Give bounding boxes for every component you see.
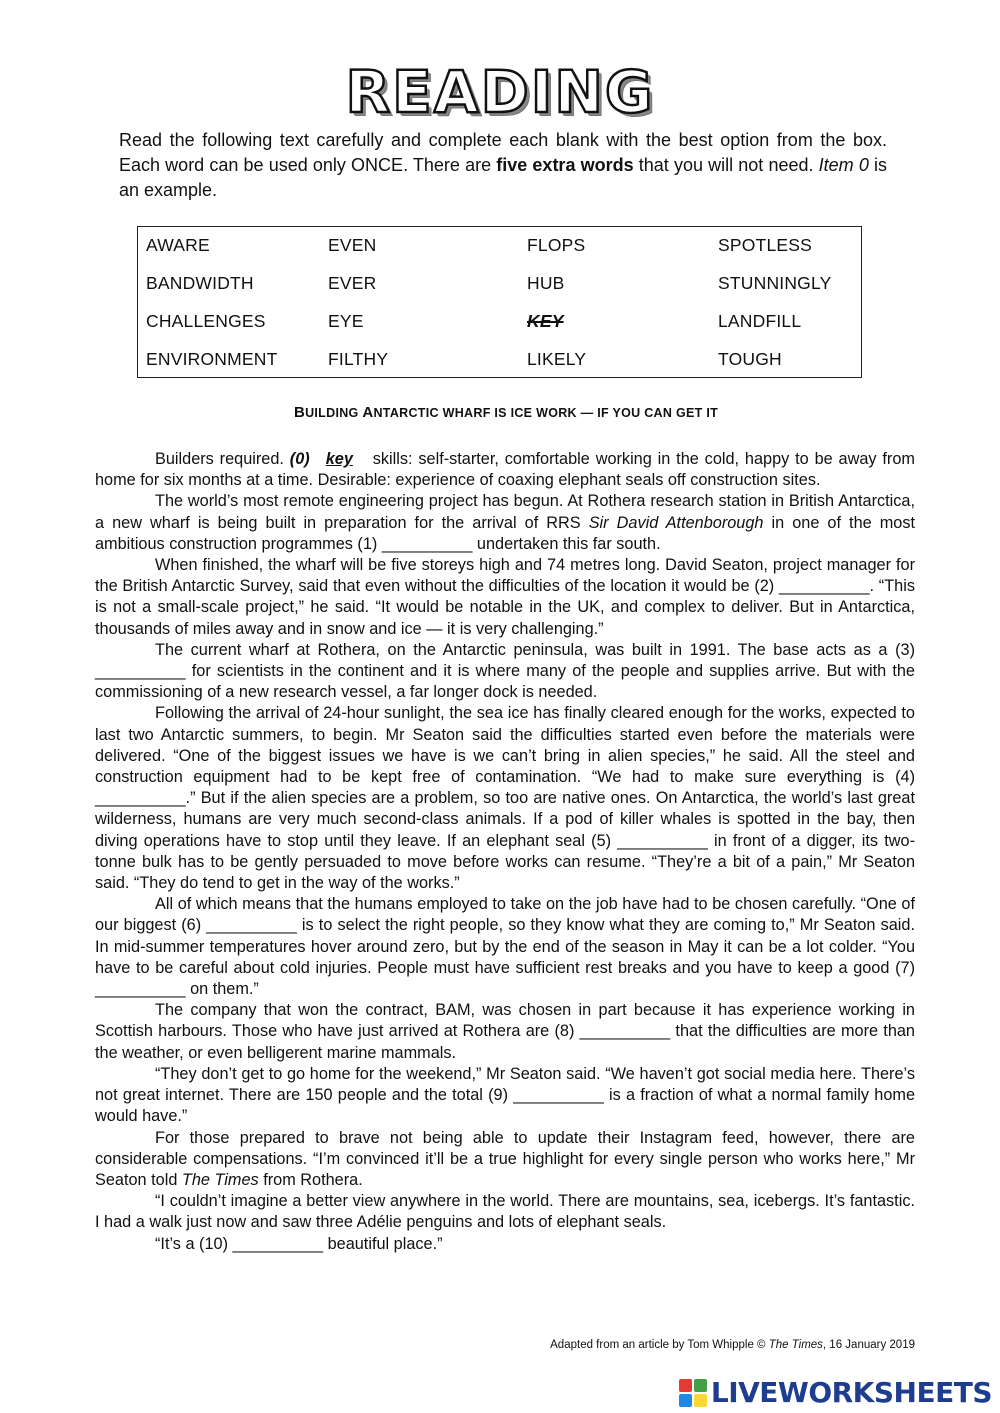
paragraph: “I couldn’t imagine a better view anywhere in the world. There are mountains, sea, icebergs. It’s fantastic. I had a walk just now and saw three Adélie penguins and lots of elephant seals. bbox=[95, 1192, 915, 1232]
title-initial: A bbox=[362, 404, 374, 421]
example-answer: key bbox=[325, 450, 353, 468]
word-option: EYE bbox=[328, 311, 364, 331]
paragraph: “They don’t get to go home for the weekend,” Mr Seaton said. “We haven’t got social media here. There’s not great internet. There are 150 people and the total (9) __________ is a fraction of what a normal family home would have.” bbox=[95, 1064, 915, 1126]
article-title bbox=[0, 404, 1000, 421]
word-option: FILTHY bbox=[328, 349, 389, 369]
word-option-used: KEY bbox=[527, 311, 564, 331]
logo-text: LIVEWORKSHEETS bbox=[710, 1376, 992, 1409]
word-option: EVER bbox=[328, 273, 377, 293]
instructions bbox=[119, 128, 887, 203]
paragraph-text: in one of the most ambitious construction programmes (1) __________ undertaken this far south. bbox=[95, 513, 916, 553]
title-initial: B bbox=[293, 404, 306, 421]
logo-square bbox=[694, 1379, 707, 1392]
paragraph-text: Builders required. bbox=[155, 450, 290, 468]
logo-square bbox=[679, 1379, 692, 1392]
instructions-text-3: is an example. bbox=[119, 155, 887, 200]
paragraph-text: from Rothera. bbox=[258, 1170, 363, 1189]
ship-name: Sir David Attenborough bbox=[588, 513, 764, 532]
word-option: HUB bbox=[527, 273, 565, 293]
title-text: UILDING bbox=[305, 406, 363, 420]
instructions-italic: Item 0 bbox=[818, 155, 869, 175]
word-option: ENVIRONMENT bbox=[146, 349, 278, 369]
logo-square bbox=[694, 1394, 707, 1407]
paragraph: Following the arrival of 24-hour sunlight, the sea ice has finally cleared enough for the works, expected to last two Antarctic summers, to begin. Mr Seaton said the difficulties started even before the materials were delivered. “One of the biggest issues we have is we can’t bring in alien species,” he said. All the steel and construction equipment had to be kept free of contamination. “We had to make sure everything is (4) __________.” But if the alien species are a problem, so too are native ones. On Antarctica, the world’s last great wilderness, humans are very much second-class animals. If a pod of killer whales is spotted in the bay, then diving operations have to stop until they leave. If an elephant seal (5) __________ in front of a digger, its two-tonne bulk has to be gently persuaded to move before works can resume. “They’re a bit of a pain,” Mr Seaton said. “They do tend to get in the way of the works.” bbox=[95, 704, 915, 893]
credit-date: , 16 January 2019 bbox=[822, 1339, 915, 1351]
paragraph-text: For those prepared to brave not being able to update their Instagram feed, however, there are considerable compensations. “I’m convinced it’ll be a true highlight for every single person who works here,” Mr Seaton told bbox=[95, 1128, 915, 1189]
word-option: AWARE bbox=[146, 235, 210, 255]
word-option: SPOTLESS bbox=[718, 235, 812, 255]
newspaper-name: The Times bbox=[181, 1170, 259, 1189]
paragraph: All of which means that the humans employed to take on the job have had to be chosen carefully. “One of our biggest (6) __________ is to select the right people, so they know what they are coming to,” Mr Seaton said. In mid-summer temperatures hover around zero, but by the end of the season in May it can be a lot colder. “You have to be careful about cold injuries. People must have sufficient rest breaks and you have to keep a good (7) __________ on them.” bbox=[95, 895, 915, 999]
paragraph bbox=[95, 1128, 915, 1192]
instructions-text: Read the following text carefully and complete each blank with the best option from the box. Each word can be used only ONCE. There are bbox=[119, 130, 887, 175]
source-credit bbox=[550, 1339, 915, 1351]
paragraph-text: skills: self-starter, comfortable working in the cold, happy to be away from home for six months at a time. Desirable: experience of coaxing elephant seals off construction sites. bbox=[95, 450, 915, 490]
word-option: LIKELY bbox=[527, 349, 587, 369]
credit-text: Adapted from an article by Tom Whipple © bbox=[550, 1339, 769, 1351]
instructions-bold: five extra words bbox=[496, 155, 634, 175]
example-number: (0) bbox=[289, 450, 310, 468]
word-option: LANDFILL bbox=[718, 311, 802, 331]
logo-square bbox=[679, 1394, 692, 1407]
example-item bbox=[290, 450, 367, 468]
word-option: EVEN bbox=[328, 235, 377, 255]
paragraph bbox=[95, 449, 915, 491]
paragraph: When finished, the wharf will be five storeys high and 74 metres long. David Seaton, project manager for the British Antarctic Survey, said that even without the difficulties of the location it would be (2) __________. “This is not a small-scale project,” he said. “It would be notable in the UK, and complex to deliver. But in Antarctica, thousands of miles away and in snow and ice — it is very challenging.” bbox=[95, 556, 915, 638]
paragraph: “It’s a (10) __________ beautiful place.” bbox=[155, 1234, 443, 1253]
logo-icon bbox=[679, 1379, 707, 1407]
credit-newspaper: The Times bbox=[768, 1339, 823, 1351]
word-option: BANDWIDTH bbox=[146, 273, 254, 293]
liveworksheets-logo[interactable] bbox=[679, 1376, 992, 1409]
paragraph: The current wharf at Rothera, on the Antarctic peninsula, was built in 1991. The base acts as a (3) __________ for scientists in the continent and it is where many of the people and supplies arrive. But with the commissioning of a new research vessel, a far longer dock is needed. bbox=[95, 640, 915, 702]
paragraph: The company that won the contract, BAM, was chosen in part because it has experience working in Scottish harbours. Those who have just arrived at Rothera are (8) __________ that the difficulties are more than the weather, or even belligerent marine mammals. bbox=[95, 1001, 915, 1062]
word-option: CHALLENGES bbox=[146, 311, 266, 331]
paragraph bbox=[95, 491, 915, 555]
instructions-text-2: that you will not need. bbox=[633, 155, 819, 175]
article-body bbox=[95, 449, 915, 1255]
word-option: FLOPS bbox=[527, 235, 586, 255]
page-title: READING bbox=[345, 58, 655, 126]
word-option: STUNNINGLY bbox=[718, 273, 832, 293]
word-option: TOUGH bbox=[718, 349, 782, 369]
word-box bbox=[137, 226, 862, 378]
paragraph-text: The world’s most remote engineering project has begun. At Rothera research station in British Antarctica, a new wharf is being built in preparation for the arrival of RRS bbox=[95, 492, 915, 532]
title-text: NTARCTIC WHARF IS ICE WORK — IF YOU CAN GET IT bbox=[373, 406, 719, 420]
